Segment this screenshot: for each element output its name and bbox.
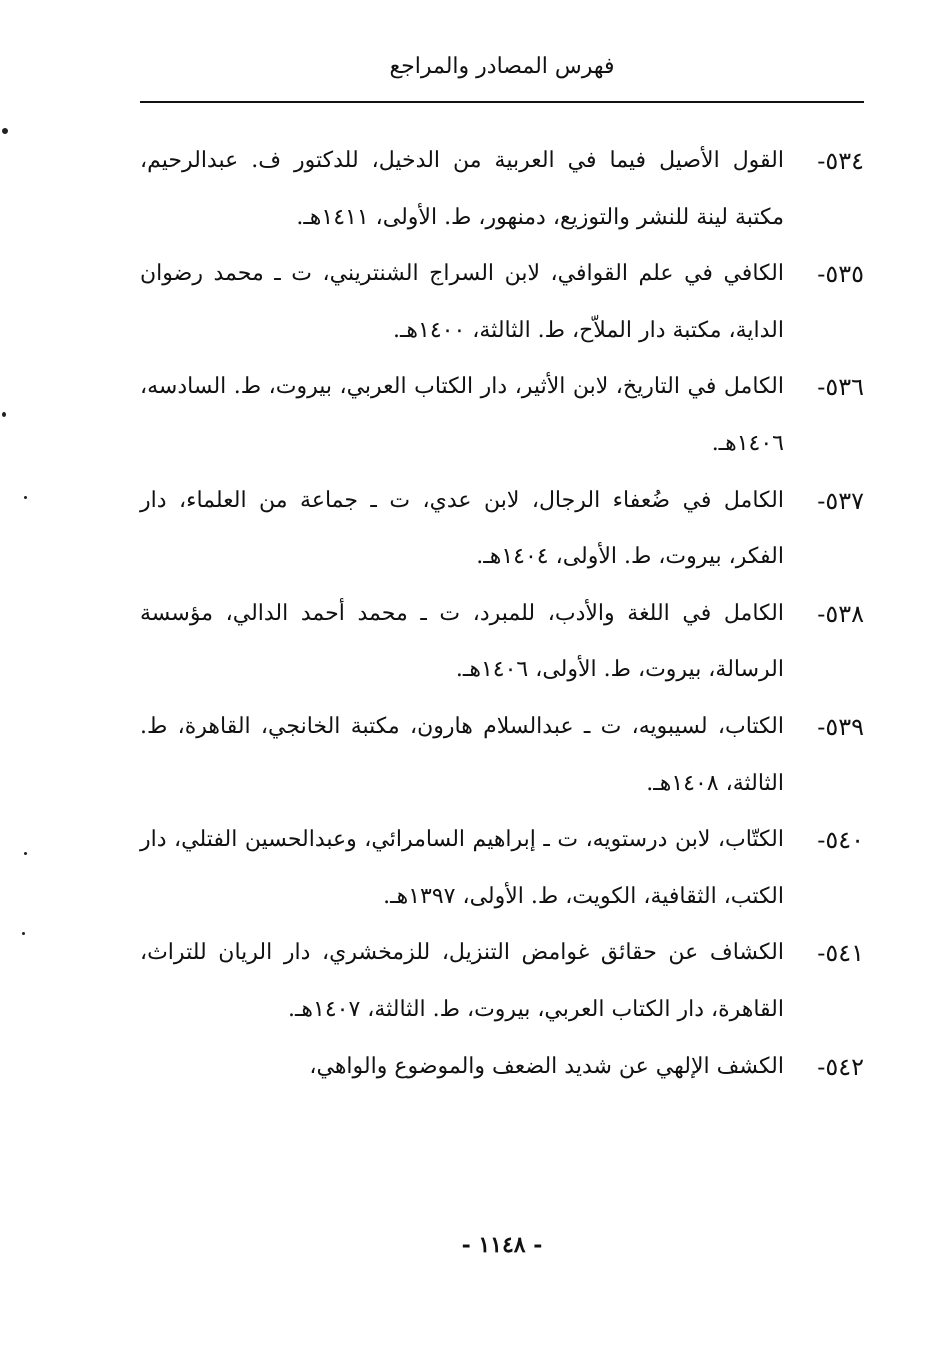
- running-header: فهرس المصادر والمراجع: [389, 54, 615, 79]
- entry-number: ٥٣٥-: [817, 260, 864, 289]
- entry-text: الكشاف عن حقائق غوامض التنزيل، للزمخشري، دار الريان للتراث، القاهرة، دار الكتاب العربي، بيروت، ط. الثالثة، ١٤٠٧هـ.: [140, 940, 784, 1022]
- bibliography-entry: [140, 586, 864, 699]
- scan-speck: [22, 932, 25, 935]
- header-divider: [140, 101, 864, 103]
- entry-text: الكامل في ضُعفاء الرجال، لابن عدي، ت ـ جماعة من العلماء، دار الفكر، بيروت، ط. الأولى، ١٤٠٤هـ.: [140, 487, 784, 570]
- bibliography-entry: [140, 246, 864, 359]
- bibliography-entry: [140, 133, 864, 246]
- entry-number: ٥٤٢-: [817, 1052, 864, 1081]
- entry-number: ٥٤٠-: [817, 826, 864, 855]
- entry-text: القول الأصيل فيما في العربية من الدخيل، للدكتور ف. عبدالرحيم، مكتبة لينة للنشر والتوزيع، دمنهور، ط. الأولى، ١٤١١هـ.: [140, 148, 784, 230]
- entry-text: الكتّاب، لابن درستويه، ت ـ إبراهيم السامرائي، وعبدالحسين الفتلي، دار الكتب، الثقافية، الكويت، ط. الأولى، ١٣٩٧هـ.: [140, 827, 784, 909]
- entry-number: ٥٣٧-: [817, 486, 864, 515]
- bibliography-entry: [140, 1039, 864, 1096]
- bibliography-entry: [140, 473, 864, 586]
- entry-text: الكافي في علم القوافي، لابن السراج الشنتريني، ت ـ محمد رضوان الداية، مكتبة دار الملاّح، ط. الثالثة، ١٤٠٠هـ.: [140, 261, 784, 343]
- entry-number: ٥٣٨-: [817, 599, 864, 628]
- bibliography-entry: [140, 699, 864, 812]
- scan-speck: [24, 496, 27, 499]
- bibliography-entry: [140, 359, 864, 472]
- entry-text: الكشف الإلهي عن شديد الضعف والموضوع والواهي،: [309, 1053, 784, 1079]
- scan-speck: [2, 412, 6, 417]
- bibliography-entry: [140, 812, 864, 925]
- bibliography-list: [140, 133, 864, 1095]
- entry-number: ٥٣٤-: [817, 147, 864, 175]
- page-number: - ١١٤٨ -: [461, 1232, 543, 1258]
- entry-number: ٥٣٦-: [817, 373, 864, 402]
- bibliography-entry: [140, 925, 864, 1038]
- entry-number: ٥٣٩-: [817, 712, 864, 741]
- entry-text: الكامل في التاريخ، لابن الأثير، دار الكتاب العربي، بيروت، ط. السادسه، ١٤٠٦هـ.: [140, 374, 784, 456]
- scan-speck: [2, 128, 8, 134]
- scan-speck: [24, 852, 27, 855]
- entry-text: الكتاب، لسيبويه، ت ـ عبدالسلام هارون، مكتبة الخانجي، القاهرة، ط. الثالثة، ١٤٠٨هـ.: [140, 713, 784, 796]
- entry-text: الكامل في اللغة والأدب، للمبرد، ت ـ محمد أحمد الدالي، مؤسسة الرسالة، بيروت، ط. الأولى، ١٤٠٦هـ.: [140, 600, 784, 683]
- entry-number: ٥٤١-: [817, 939, 864, 968]
